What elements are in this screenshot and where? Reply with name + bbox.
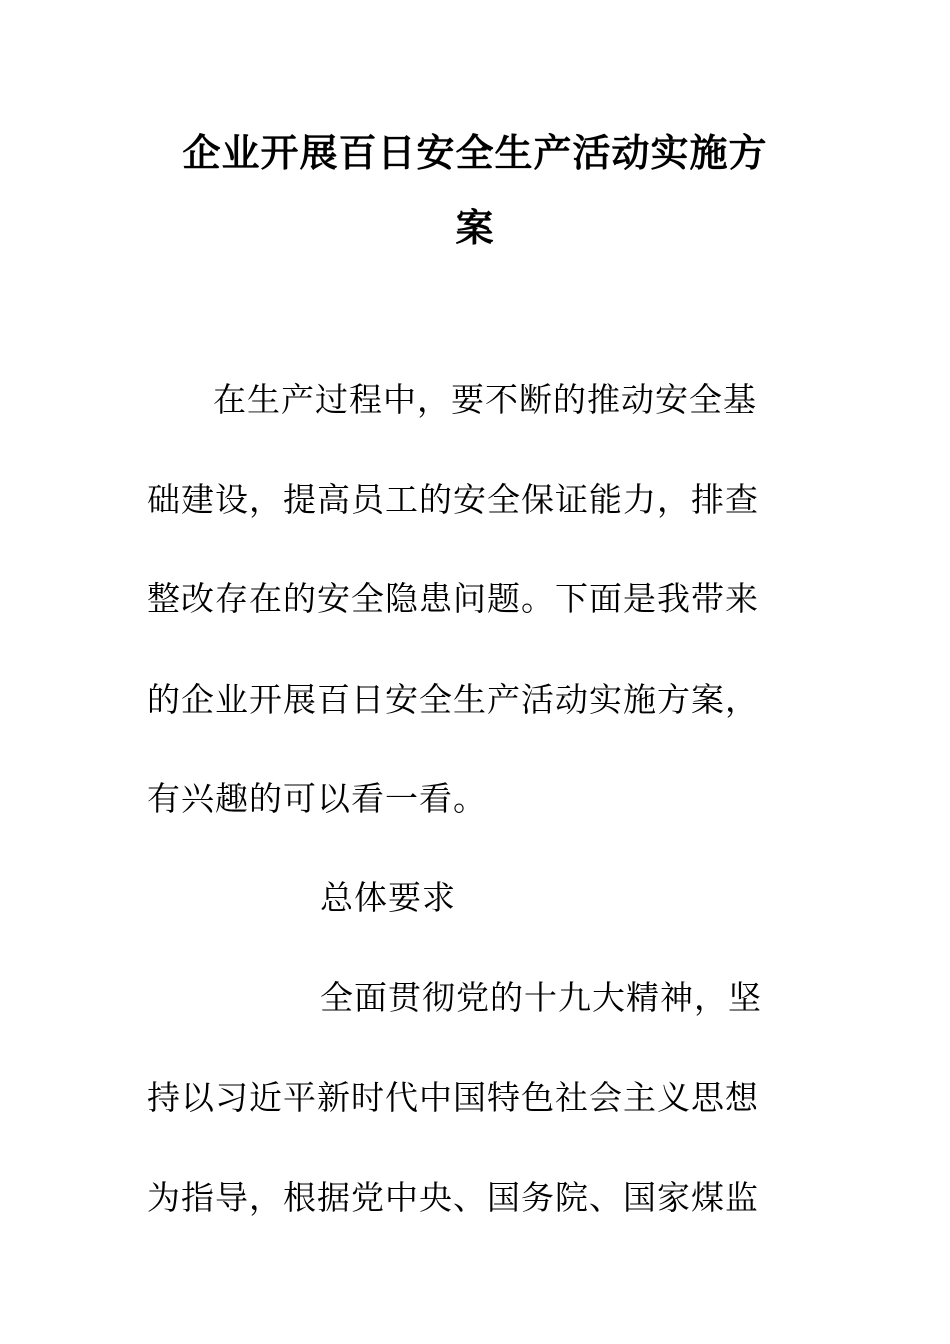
intro-line-3: 整改存在的安全隐患问题。下面是我带来 bbox=[147, 579, 759, 618]
document-title-line-2: 案 bbox=[455, 205, 495, 250]
body-line-1: 全面贯彻党的十九大精神，坚 bbox=[320, 978, 762, 1017]
intro-line-5: 有兴趣的可以看一看。 bbox=[147, 779, 487, 818]
intro-line-2: 础建设，提高员工的安全保证能力，排查 bbox=[147, 480, 759, 519]
body-line-3: 为指导，根据党中央、国务院、国家煤监 bbox=[147, 1178, 759, 1217]
section-heading: 总体要求 bbox=[320, 878, 456, 917]
document-title-line-1: 企业开展百日安全生产活动实施方 bbox=[182, 130, 768, 175]
intro-line-4: 的企业开展百日安全生产活动实施方案， bbox=[147, 680, 759, 719]
intro-line-1: 在生产过程中，要不断的推动安全基 bbox=[213, 380, 757, 419]
body-line-2: 持以习近平新时代中国特色社会主义思想 bbox=[147, 1078, 759, 1117]
